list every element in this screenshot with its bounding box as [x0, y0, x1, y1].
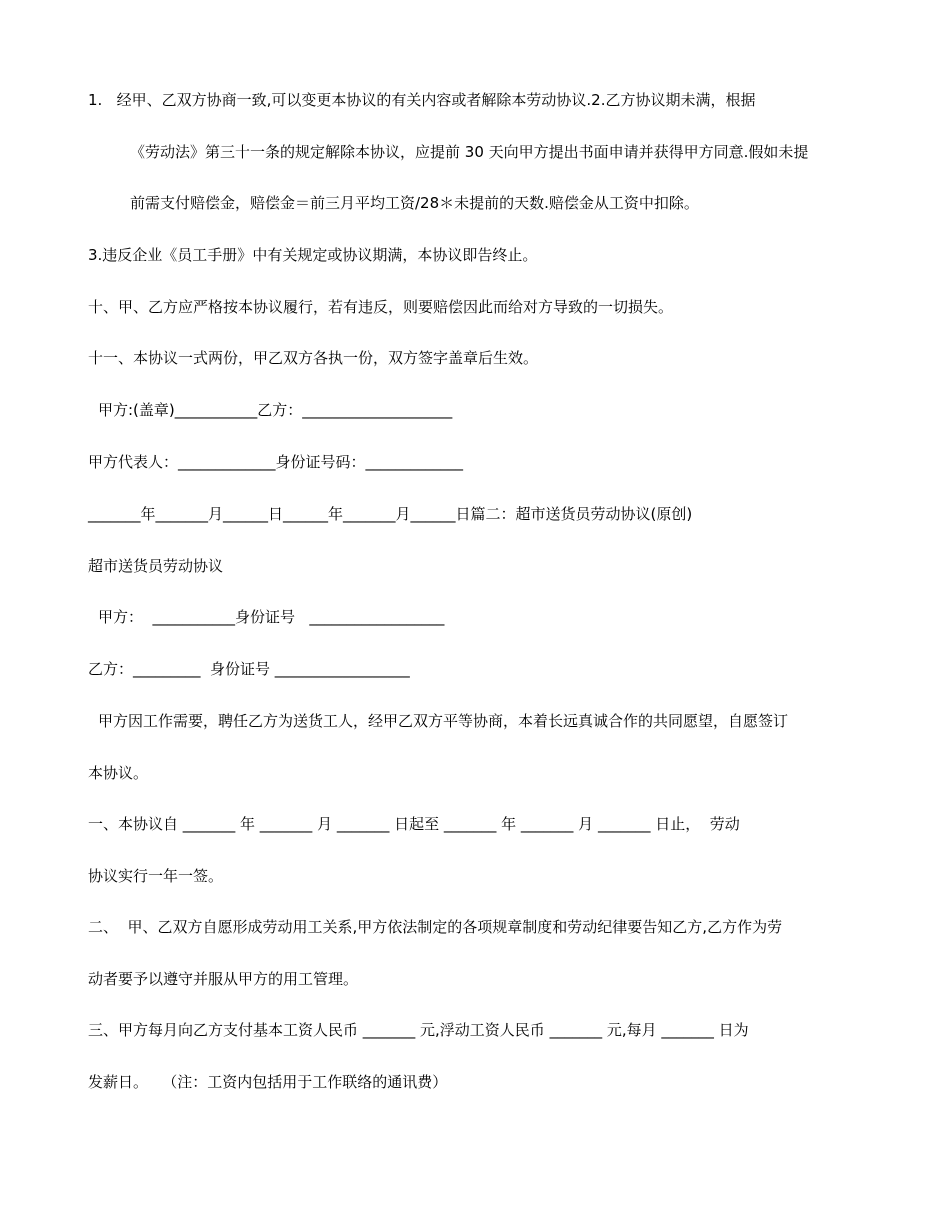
preamble-line-1: 甲方因工作需要，聘任乙方为送货工人，经甲乙双方平等协商，本着长远真诚合作的共同愿望，自愿签订 [98, 712, 789, 730]
clause-3: 3.违反企业《员工手册》中有关规定或协议期满，本协议即告终止。 [88, 246, 538, 264]
article-11: 十一、本协议一式两份，甲乙双方各执一份，双方签字盖章后生效。 [88, 349, 539, 367]
date-line-and-part-two-heading: _______年_______月______日______年_______月______日篇二：超市送货员劳动协议(原创) [88, 505, 693, 523]
clause-1-line-1: 1. 经甲、乙双方协商一致,可以变更本协议的有关内容或者解除本劳动协议.2.乙方协议期未满，根据 [88, 91, 756, 109]
article-3-line-2: 发薪日。 （注：工资内包括用于工作联络的通讯费） [88, 1073, 448, 1091]
signature-parties: 甲方:(盖章)___________乙方：____________________ [98, 401, 453, 419]
representative-id-line: 甲方代表人：_____________身份证号码：_____________ [88, 453, 464, 471]
article-1-line-1: 一、本协议自 _______ 年 _______ 月 _______ 日起至 _______ 年 _______ 月 _______ 日止， 劳动 [88, 815, 740, 833]
party-a-line: 甲方： ___________身份证号 __________________ [98, 608, 445, 626]
article-1-line-2: 协议实行一年一签。 [88, 867, 224, 885]
article-2-line-1: 二、 甲、乙双方自愿形成劳动用工关系,甲方依法制定的各项规章制度和劳动纪律要告知乙方,乙方作为劳 [88, 918, 783, 936]
article-10: 十、甲、乙方应严格按本协议履行，若有违反，则要赔偿因此而给对方导致的一切损失。 [88, 298, 674, 316]
article-2-line-2: 动者要予以遵守并服从甲方的用工管理。 [88, 970, 359, 988]
agreement-title: 超市送货员劳动协议 [88, 557, 224, 575]
preamble-line-2: 本协议。 [88, 764, 149, 782]
clause-1-line-2: 《劳动法》第三十一条的规定解除本协议，应提前 30 天向甲方提出书面申请并获得甲方同意.假如未提 [130, 143, 809, 161]
party-b-line: 乙方：_________ 身份证号 __________________ [88, 660, 410, 678]
article-3-line-1: 三、甲方每月向乙方支付基本工资人民币 _______ 元,浮动工资人民币 _______ 元,每月 _______ 日为 [88, 1021, 749, 1039]
clause-1-line-3: 前需支付赔偿金，赔偿金＝前三月平均工资/28＊未提前的天数.赔偿金从工资中扣除。 [130, 194, 699, 212]
